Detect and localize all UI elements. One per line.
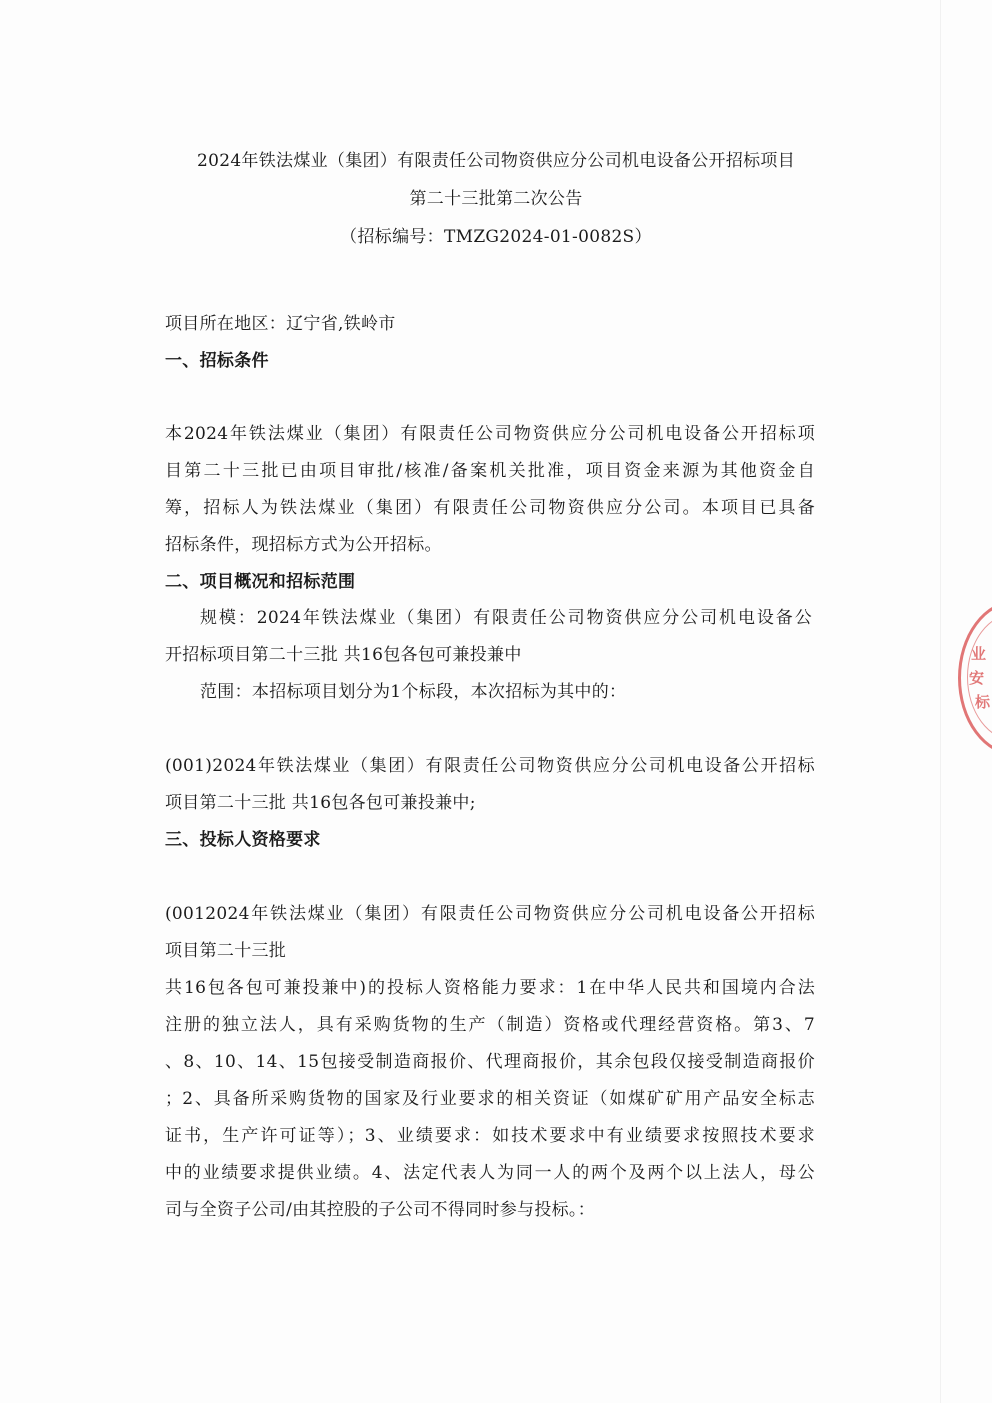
qualification-line: 共16包各包可兼投兼中)的投标人资格能力要求：1在中华人民共和国境内合法 bbox=[165, 978, 815, 998]
qualification-line: 证书，生产许可证等）；3、业绩要求：如技术要求中有业绩要求按照技术要求 bbox=[165, 1126, 815, 1146]
section-1-line: 筹，招标人为铁法煤业（集团）有限责任公司物资供应分公司。本项目已具备 bbox=[165, 498, 815, 518]
section-3-heading: 三、投标人资格要求 bbox=[165, 830, 321, 850]
scope-line: 范围：本招标项目划分为1个标段，本次招标为其中的： bbox=[200, 682, 627, 702]
scale-line: 开招标项目第二十三批 共16包各包可兼投兼中 bbox=[165, 645, 522, 665]
section-1-line: 本2024年铁法煤业（集团）有限责任公司物资供应分公司机电设备公开招标项 bbox=[165, 424, 815, 444]
lot-line: (001)2024年铁法煤业（集团）有限责任公司物资供应分公司机电设备公开招标 bbox=[165, 756, 815, 776]
section-1-line: 招标条件，现招标方式为公开招标。 bbox=[165, 535, 442, 555]
seal-glyph: 安 bbox=[969, 669, 985, 687]
title-line-2: 第二十三批第二次公告 bbox=[409, 189, 583, 209]
qualification-line: 项目第二十三批 bbox=[165, 941, 287, 961]
seal-glyph: 业 bbox=[971, 645, 987, 663]
project-region: 项目所在地区：辽宁省,铁岭市 bbox=[165, 314, 396, 334]
page-fold-line bbox=[940, 0, 941, 1403]
qualification-line: 中的业绩要求提供业绩。4、法定代表人为同一人的两个及两个以上法人，母公 bbox=[165, 1163, 815, 1183]
section-1-line: 目第二十三批已由项目审批/核准/备案机关批准，项目资金来源为其他资金自 bbox=[165, 461, 815, 481]
qualification-line: ；2、具备所采购货物的国家及行业要求的相关资证（如煤矿矿用产品安全标志 bbox=[165, 1089, 815, 1109]
section-1-heading: 一、招标条件 bbox=[165, 351, 269, 371]
seal-glyph: 标 bbox=[975, 693, 991, 711]
scale-line: 规模：2024年铁法煤业（集团）有限责任公司物资供应分公司机电设备公 bbox=[200, 608, 812, 628]
section-2-heading: 二、项目概况和招标范围 bbox=[165, 572, 356, 592]
qualification-line: 、8、10、14、15包接受制造商报价、代理商报价，其余包段仅接受制造商报价 bbox=[165, 1052, 815, 1072]
bid-number: （招标编号：TMZG2024-01-0082S） bbox=[340, 227, 652, 247]
company-seal-stamp bbox=[958, 600, 992, 756]
title-line-1: 2024年铁法煤业（集团）有限责任公司物资供应分公司机电设备公开招标项目 bbox=[196, 151, 796, 171]
lot-line: 项目第二十三批 共16包各包可兼投兼中; bbox=[165, 793, 476, 813]
qualification-line: (0012024年铁法煤业（集团）有限责任公司物资供应分公司机电设备公开招标 bbox=[165, 904, 815, 924]
qualification-line: 司与全资子公司/由其控股的子公司不得同时参与投标。： bbox=[165, 1200, 596, 1220]
qualification-line: 注册的独立法人，具有采购货物的生产（制造）资格或代理经营资格。第3、7 bbox=[165, 1015, 815, 1035]
